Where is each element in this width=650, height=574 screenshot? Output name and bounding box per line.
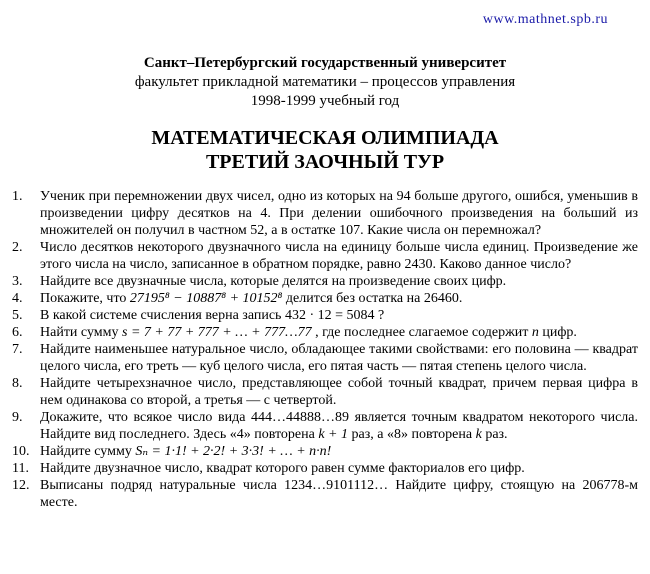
problem-number: 6. — [12, 325, 23, 340]
problem-text: Докажите, что всякое число вида 444…44888…89 является точным квадратом некоторого числа. Найдите вид последнего. Здесь «4» повторена — [40, 410, 638, 442]
problem-item — [12, 239, 638, 273]
problem-text: Найдите двузначное число, квадрат которого равен сумме факториалов его цифр. — [40, 461, 525, 476]
problem-number: 7. — [12, 342, 23, 357]
problem-number: 10. — [12, 444, 30, 459]
problem-number: 5. — [12, 308, 23, 323]
problem-text: Найдите четырехзначное число, представляющее собой точный квадрат, причем первая цифра в нем одинакова со второй, а третья — с четвертой. — [40, 376, 638, 408]
problem-number: 8. — [12, 376, 23, 391]
problem-item — [12, 375, 638, 409]
problem-text: цифр. — [538, 325, 577, 340]
problem-text: Найдите наименьшее натуральное число, обладающее такими свойствами: его половина — квадрат целого числа, его треть — куб целого числа, его пятая часть — пятая степень целого числа. — [40, 342, 638, 374]
problem-item — [12, 273, 638, 290]
problem-text: Найдите все двузначные числа, которые делятся на произведение своих цифр. — [40, 274, 507, 289]
problem-text: Число десятков некоторого двузначного числа на единицу больше числа единиц. Произведение же этого числа на число, записанное в обратном порядке, равно 2430. Каково данное число? — [40, 240, 638, 272]
problem-number: 3. — [12, 274, 23, 289]
problem-text: Найти сумму — [40, 325, 122, 340]
problem-text: , где последнее слагаемое содержит — [311, 325, 532, 340]
problem-item — [12, 443, 638, 460]
problem-text: раз. — [481, 427, 508, 442]
title-line-1: МАТЕМАТИЧЕСКАЯ ОЛИМПИАДА — [151, 127, 499, 149]
problem-item — [12, 307, 638, 324]
math-expression: Sₙ = 1·1! + 2·2! + 3·3! + … + n·n! — [135, 444, 332, 459]
problem-number: 4. — [12, 291, 23, 306]
math-expression: 27195⁸ − 10887⁸ + 10152⁸ — [129, 291, 283, 306]
title-line-2: ТРЕТИЙ ЗАОЧНЫЙ ТУР — [205, 151, 445, 173]
document-header — [0, 54, 650, 111]
problem-item — [12, 290, 638, 307]
faculty-name: факультет прикладной математики – процессов управления — [134, 74, 516, 90]
math-variable: k — [475, 427, 482, 442]
problem-number: 12. — [12, 478, 30, 493]
problem-text: делится без остатка на 26460. — [282, 291, 463, 306]
problem-item — [12, 324, 638, 341]
problem-item — [12, 409, 638, 443]
problem-item — [12, 341, 638, 375]
problem-text: Найдите сумму — [40, 444, 136, 459]
math-expression: k + 1 — [318, 427, 349, 442]
math-expression: 432 · 12 = 5084 — [284, 308, 375, 323]
academic-year: 1998-1999 учебный год — [250, 93, 400, 109]
problem-item — [12, 460, 638, 477]
problem-text: ? — [374, 308, 385, 323]
site-url[interactable]: www.mathnet.spb.ru — [482, 12, 608, 27]
problem-text: Выписаны подряд натуральные числа 1234…9101112… Найдите цифру, стоящую на 206778-м месте. — [40, 478, 638, 510]
problem-text: В какой системе счисления верна запись — [40, 308, 285, 323]
problem-item — [12, 188, 638, 239]
math-expression: s = 7 + 77 + 777 + … + 777…77 — [122, 325, 312, 340]
university-name: Санкт–Петербургский государственный университет — [143, 55, 507, 71]
problem-number: 2. — [12, 240, 23, 255]
problem-number: 9. — [12, 410, 23, 425]
problem-text: раз, а «8» повторена — [348, 427, 476, 442]
document-title — [0, 126, 650, 174]
problem-number: 11. — [12, 461, 29, 476]
problem-text: Ученик при перемножении двух чисел, одно из которых на 94 больше другого, ошибся, уменьшив в произведении цифру десятков на 4. При делении ошибочного произведения на больший из множителей он получил в частном 52, а в остатке 107. Какие числа он перемножал? — [40, 189, 638, 238]
problem-text: Покажите, что — [40, 291, 130, 306]
problem-list — [12, 188, 638, 511]
math-variable: n — [531, 325, 539, 340]
problem-number: 1. — [12, 189, 23, 204]
problem-item — [12, 477, 638, 511]
